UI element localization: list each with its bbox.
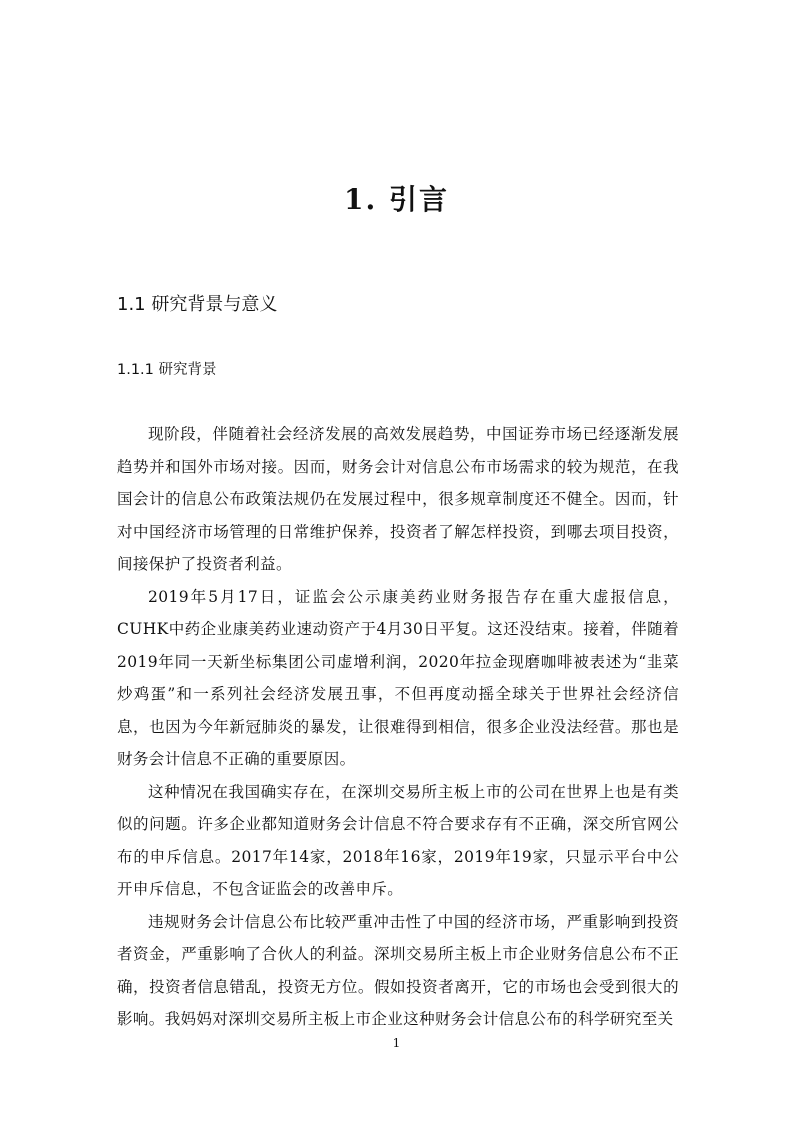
body-text bbox=[117, 418, 679, 1036]
page-number: 1 bbox=[392, 1036, 401, 1050]
chapter-title: 1. 引言 bbox=[344, 183, 449, 216]
paragraph-1: 现阶段，伴随着社会经济发展的高效发展趋势，中国证券市场已经逐渐发展趋势并和国外市场对接。因而，财务会计对信息公布市场需求的较为规范，在我国会计的信息公布政策法规仍在发展过程中，很多规章制度还不健全。因而，针对中国经济市场管理的日常维护保养，投资者了解怎样投资，到哪去项目投资，间接保护了投资者利益。 bbox=[117, 425, 679, 573]
subsection-title: 1.1.1 研究背景 bbox=[117, 362, 217, 378]
section-title: 1.1 研究背景与意义 bbox=[117, 294, 278, 315]
paragraph-3: 这种情况在我国确实存在，在深圳交易所主板上市的公司在世界上也是有类似的问题。许多企业都知道财务会计信息不符合要求存有不正确，深交所官网公布的申斥信息。2017年14家，2018年16家，2019年19家，只显示平台中公开申斥信息，不包含证监会的改善申斥。 bbox=[117, 782, 679, 898]
paragraph-2: 2019年5月17日，证监会公示康美药业财务报告存在重大虚报信息，CUHK中药企业康美药业速动资产于4月30日平复。这还没结束。接着，伴随着2019年同一天新坐标集团公司虚增利润，2020年拉金现磨咖啡被表述为“韭菜炒鸡蛋”和一系列社会经济发展丑事，不但再度动摇全球关于世界社会经济信息，也因为今年新冠肺炎的暴发，让很难得到相信，很多企业没法经营。那也是财务会计信息不正确的重要原因。 bbox=[117, 587, 679, 768]
paragraph-4: 违规财务会计信息公布比较严重冲击性了中国的经济市场，严重影响到投资者资金，严重影响了合伙人的利益。深圳交易所主板上市企业财务信息公布不正确，投资者信息错乱，投资无方位。假如投资者离开，它的市场也会受到很大的影响。我妈妈对深圳交易所主板上市企业这种财务会计信息公布的科学研究至关 bbox=[117, 912, 679, 1028]
